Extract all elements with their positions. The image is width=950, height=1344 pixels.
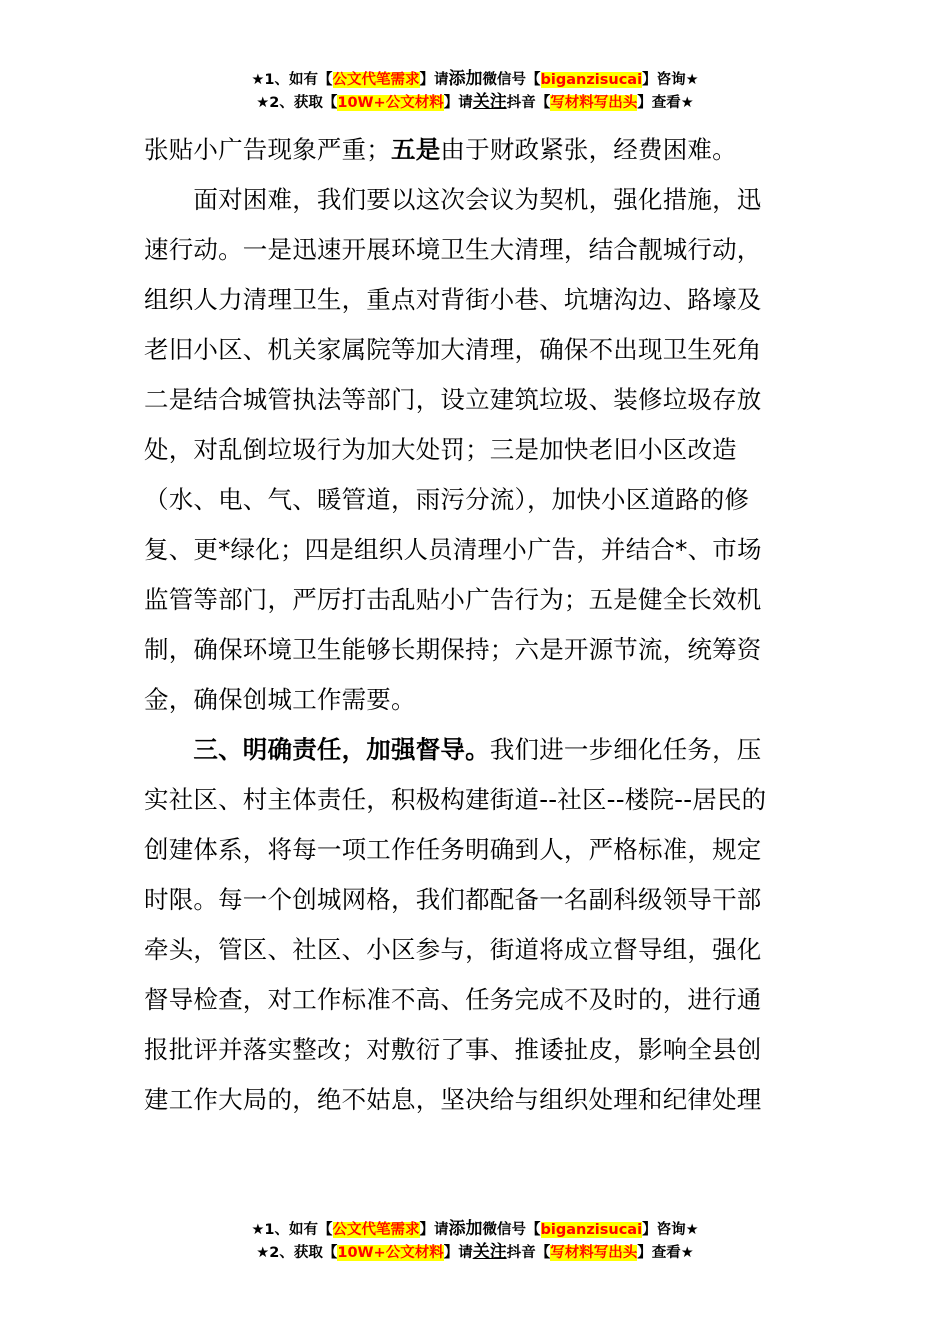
section-heading: 三、明确责任，加强督导。 xyxy=(193,735,490,764)
text-line: 报批评并落实整改；对敷衍了事、推诿扯皮，影响全县创 xyxy=(144,1035,762,1064)
text-line: 复、更*绿化；四是组织人员清理小广告，并结合*、市场 xyxy=(144,535,762,564)
highlight-materials: 10W+公文材料 xyxy=(337,1245,444,1261)
text-line: 监管等部门，严厉打击乱贴小广告行为；五是健全长效机 xyxy=(144,585,762,614)
text-line: 老旧小区、机关家属院等加大清理，确保不出现卫生死角 xyxy=(144,335,762,364)
text-line: 创建体系，将每一项工作任务明确到人，严格标准，规定 xyxy=(144,835,762,864)
text-line: 时限。每一个创城网格，我们都配备一名副科级领导干部 xyxy=(144,885,762,914)
banner-line-2: ★2、获取【10W+公文材料】请关注抖音【写材料写出头】查看★ xyxy=(256,92,694,112)
highlight-douyin: 写材料写出头 xyxy=(550,95,638,111)
text-line: 张贴小广告现象严重；五是由于财政紧张，经费困难。 xyxy=(144,135,737,164)
header-banner xyxy=(0,68,950,114)
highlight-wechat-id: biganzisucai xyxy=(540,72,643,88)
text-line: （水、电、气、暖管道，雨污分流），加快小区道路的修 xyxy=(144,485,750,514)
text-line: 牵头，管区、社区、小区参与，街道将成立督导组，强化 xyxy=(144,935,762,964)
highlight-service: 公文代笔需求 xyxy=(332,1222,420,1238)
footer-banner xyxy=(0,1218,950,1264)
text-line: 速行动。一是迅速开展环境卫生大清理，结合靓城行动， xyxy=(144,235,762,264)
document-body xyxy=(144,125,809,1125)
banner-line-2: ★2、获取【10W+公文材料】请关注抖音【写材料写出头】查看★ xyxy=(256,1242,694,1262)
text-line: 金，确保创城工作需要。 xyxy=(144,685,416,714)
text-line: 二是结合城管执法等部门，设立建筑垃圾、装修垃圾存放 xyxy=(144,385,762,414)
section-heading-line: 三、明确责任，加强督导。我们进一步细化任务，压 xyxy=(193,735,762,764)
highlight-materials: 10W+公文材料 xyxy=(337,95,444,111)
text-line: 实社区、村主体责任，积极构建街道--社区--楼院--居民的 xyxy=(144,785,767,814)
highlight-wechat-id: biganzisucai xyxy=(540,1222,643,1238)
text-line: 督导检查，对工作标准不高、任务完成不及时的，进行通 xyxy=(144,985,762,1014)
text-line: 制，确保环境卫生能够长期保持；六是开源节流，统筹资 xyxy=(144,635,762,664)
text-line: 建工作大局的，绝不姑息，坚决给与组织处理和纪律处理 xyxy=(144,1085,762,1114)
text-line: 处，对乱倒垃圾行为加大处罚；三是加快老旧小区改造 xyxy=(144,435,737,464)
highlight-douyin: 写材料写出头 xyxy=(550,1245,638,1261)
banner-line-1: ★1、如有【公文代笔需求】请添加微信号【biganzisucai】咨询★ xyxy=(251,1219,699,1239)
highlight-service: 公文代笔需求 xyxy=(332,72,420,88)
text-line: 组织人力清理卫生，重点对背街小巷、坑塘沟边、路壕及 xyxy=(144,285,762,314)
text-line: 面对困难，我们要以这次会议为契机，强化措施，迅 xyxy=(193,185,762,214)
banner-line-1: ★1、如有【公文代笔需求】请添加微信号【biganzisucai】咨询★ xyxy=(251,69,699,89)
